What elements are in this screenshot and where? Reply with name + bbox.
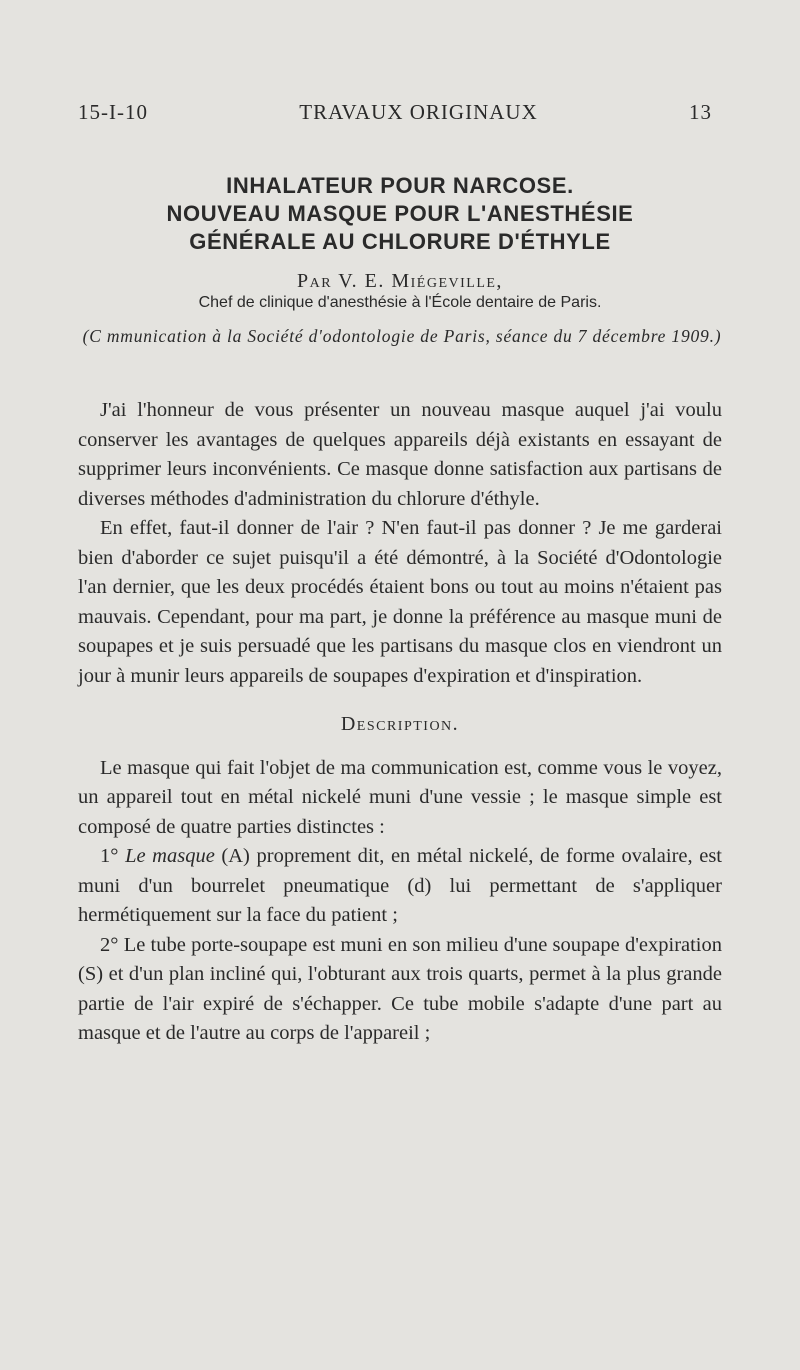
title-line: GÉNÉRALE AU CHLORURE D'ÉTHYLE (189, 229, 611, 254)
item-text: (A) proprement dit, en métal nickelé, de forme ovalaire, est muni d'un bourrelet pneumatique (d) lui permettant de s'appliquer hermétiquement sur la face du patient ; (78, 845, 723, 926)
list-item (78, 842, 722, 931)
item-number: 2° (100, 933, 119, 956)
paragraph: J'ai l'honneur de vous présenter un nouveau masque auquel j'ai voulu conserver les avantages de quelques appareils déjà existants en essayant de supprimer leurs inconvénients. Ce masque donne satisfaction aux partisans de diverses méthodes d'administration du chlorure d'éthyle. (78, 399, 722, 510)
title-line: INHALATEUR POUR NARCOSE. (226, 173, 574, 198)
item-title: Le masque (125, 845, 215, 867)
section-heading: Description. (340, 713, 460, 735)
author-line: Par V. E. Miégeville, (297, 270, 503, 292)
section-title: TRAVAUX ORIGINAUX (299, 100, 538, 124)
paragraph: En effet, faut-il donner de l'air ? N'en faut-il pas donner ? Je me garderai bien d'aborder ce sujet puisqu'il a été démontré, à la Société d'Odontologie l'an dernier, que les deux procédés étaient bons ou tout au moins n'étaient pas mauvais. Cependant, pour ma part, je donne la préférence au masque muni de soupapes et je suis persuadé que les partisans du masque clos en viendront un jour à munir leurs appareils de soupapes d'expiration et d'inspiration. (78, 517, 722, 687)
page-number: 13 (689, 100, 712, 124)
title-line: NOUVEAU MASQUE POUR L'ANESTHÉSIE (166, 201, 634, 226)
item-text: Le tube porte-soupape est muni en son milieu d'une soupape d'expiration (S) et d'un plan incliné qui, l'obturant aux trois quarts, permet à la plus grande partie de l'air expiré de s'échapper. Ce tube mobile s'adapte d'une part au masque et de l'autre au corps de l'appareil ; (78, 933, 723, 1044)
author-affiliation: Chef de clinique d'anesthésie à l'École dentaire de Paris. (198, 294, 602, 311)
list-item (78, 931, 722, 1049)
article-title (60, 172, 740, 256)
item-number: 1° (100, 845, 119, 867)
paragraph: Le masque qui fait l'objet de ma communication est, comme vous le voyez, un appareil tout en métal nickelé muni d'une vessie ; le masque simple est composé de quatre parties distinctes : (78, 756, 722, 838)
communication-note: (C mmunication à la Société d'odontologie de Paris, séance du 7 décembre 1909.) (82, 326, 722, 346)
article-body (78, 396, 722, 1049)
running-header (78, 100, 712, 125)
issue-date: 15-I-10 (78, 100, 148, 124)
